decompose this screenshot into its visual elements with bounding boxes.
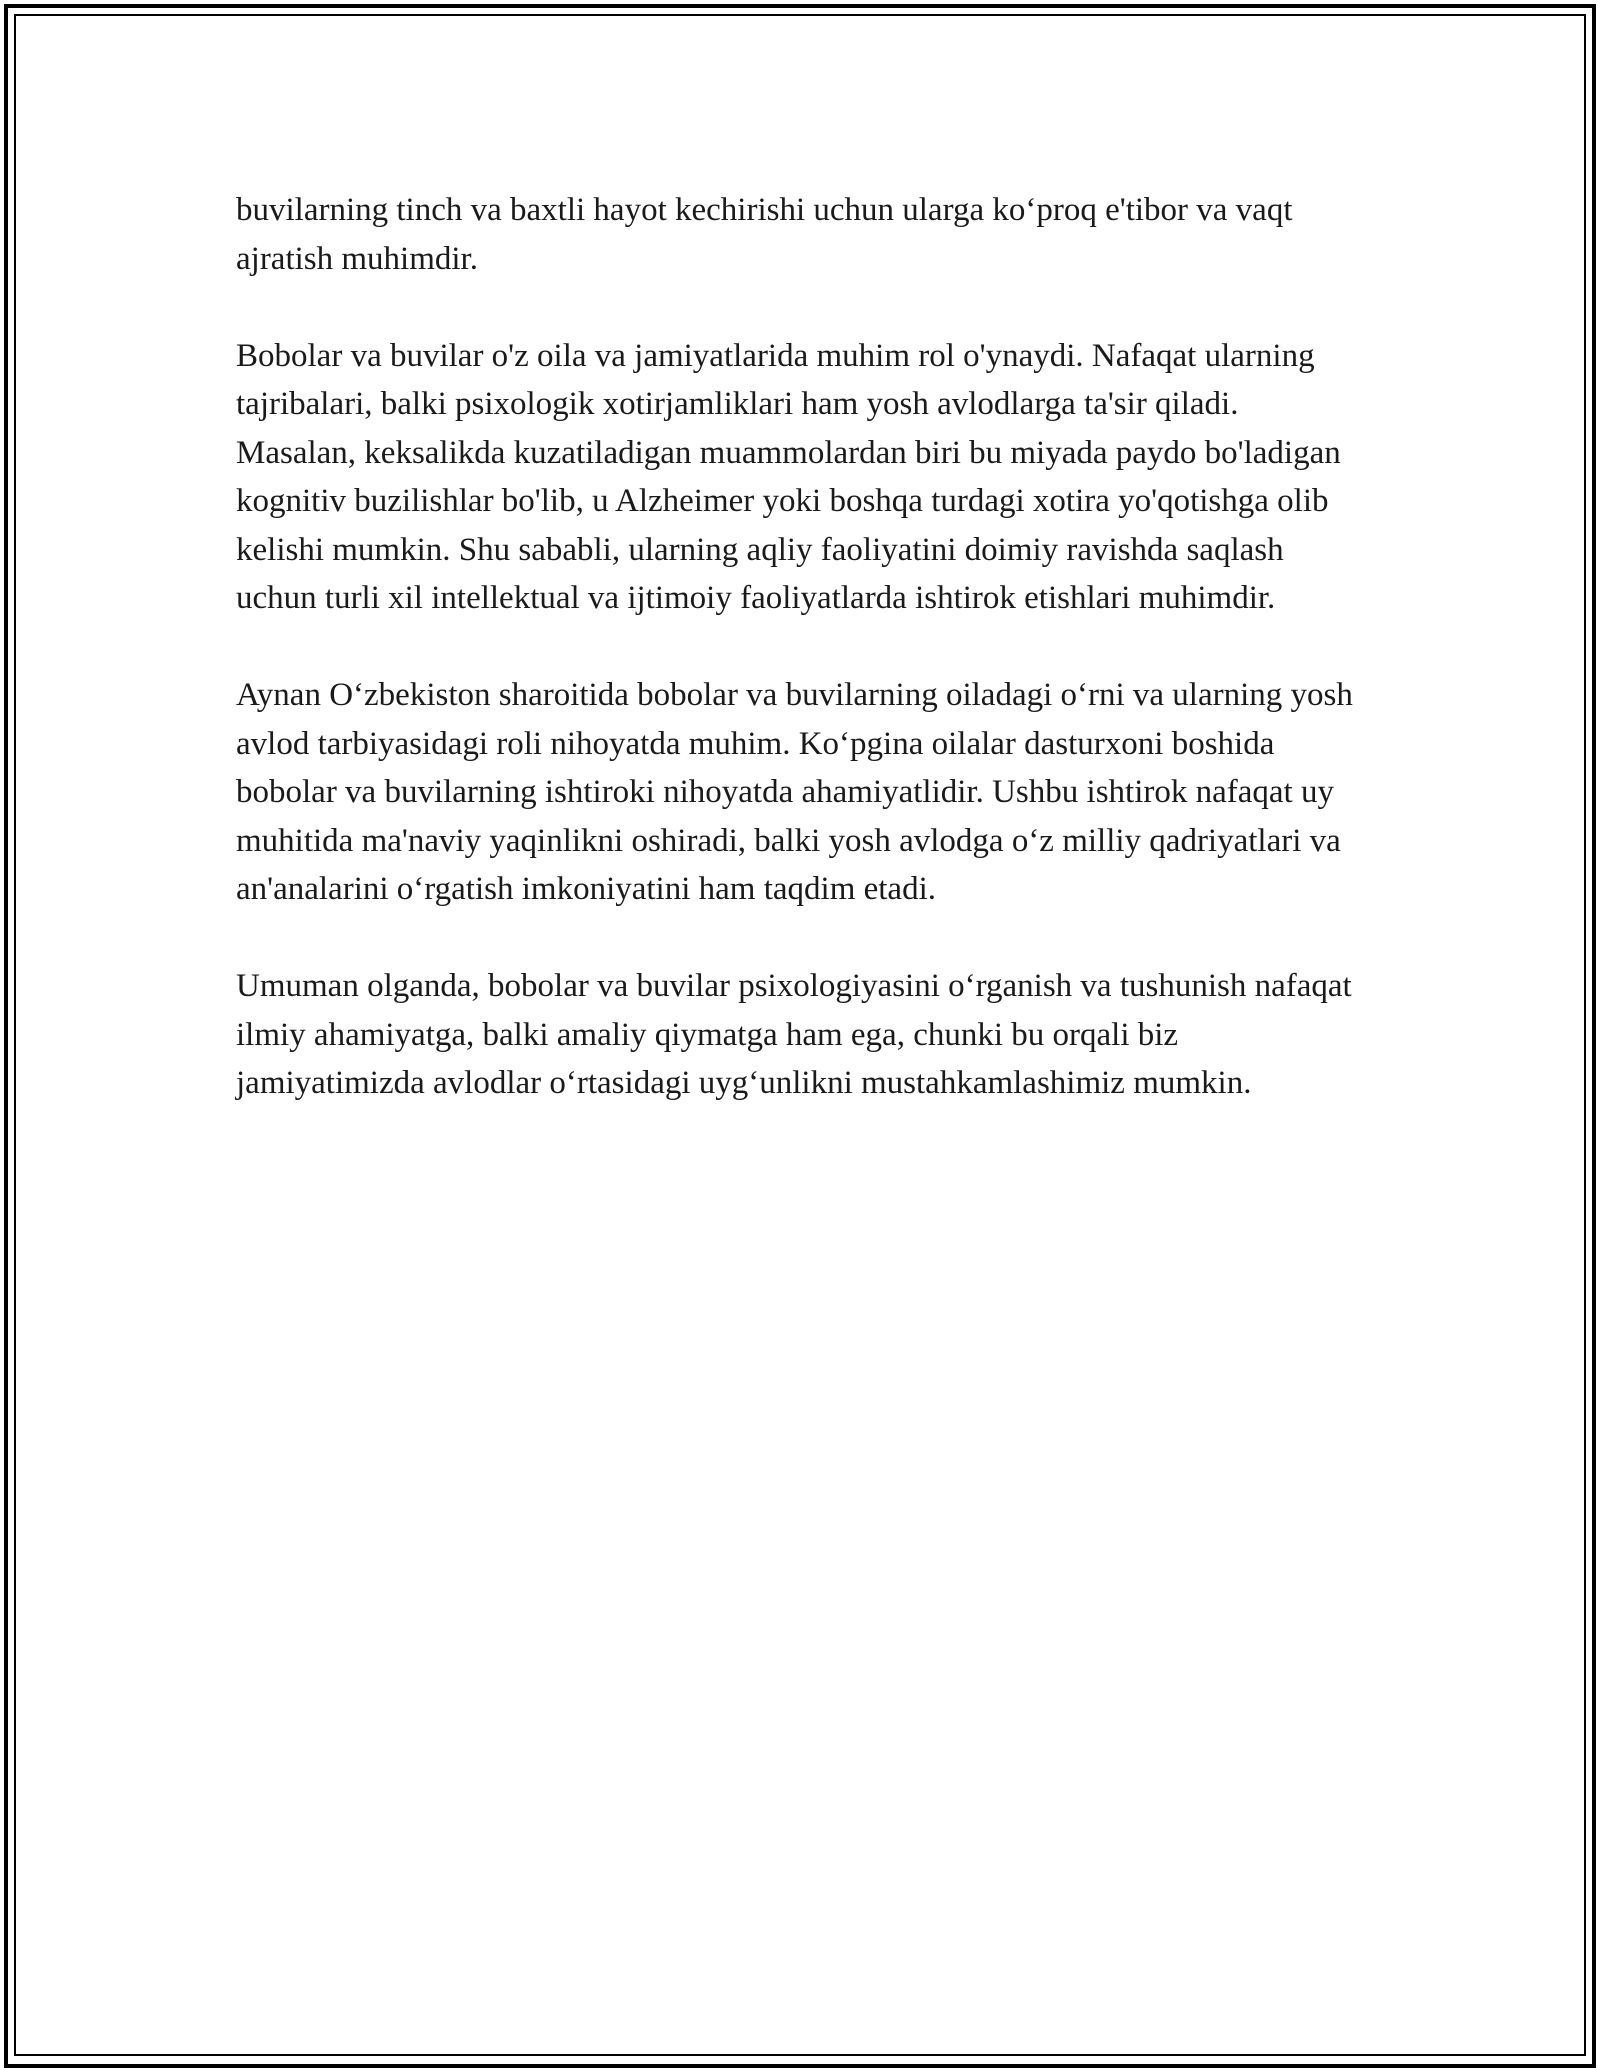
paragraph-2: Bobolar va buvilar o'z oila va jamiyatlarida muhim rol o'ynaydi. Nafaqat ularning tajribalari, balki psixologik xotirjamliklari ham yosh avlodlarga ta'sir qiladi. Masalan, keksalikda kuzatiladigan muammolardan biri bu miyada paydo bo'ladigan kognitiv buzilishlar bo'lib, u Alzheimer yoki boshqa turdagi xotira yo'qotishga olib kelishi mumkin. Shu sababli, ularning aqliy faoliyatini doimiy ravishda saqlash uchun turli xil intellektual va ijtimoiy faoliyatlarda ishtirok etishlari muhimdir.: [236, 337, 1341, 616]
paragraph-1: buvilarning tinch va baxtli hayot kechirishi uchun ularga ko‘proq e'tibor va vaqt ajratish muhimdir.: [236, 192, 1293, 277]
paragraph-3: Aynan O‘zbekiston sharoitida bobolar va buvilarning oiladagi o‘rni va ularning yosh avlod tarbiyasidagi roli nihoyatda muhim. Ko‘pgina oilalar dasturxoni boshida bobolar va buvilarning ishtiroki nihoyatda ahamiyatlidir. Ushbu ishtirok nafaqat uy muhitida ma'naviy yaqinlikni oshiradi, balki yosh avlodga o‘z milliy qadriyatlari va an'analarini o‘rgatish imkoniyatini ham taqdim etadi.: [236, 677, 1353, 907]
document-body: [236, 186, 1366, 1156]
paragraph-4: Umuman olganda, bobolar va buvilar psixologiyasini o‘rganish va tushunish nafaqat ilmiy ahamiyatga, balki amaliy qiymatga ham ega, chunki bu orqali biz jamiyatimizda avlodlar o‘rtasidagi uyg‘unlikni mustahkamlashimiz mumkin.: [236, 968, 1352, 1101]
